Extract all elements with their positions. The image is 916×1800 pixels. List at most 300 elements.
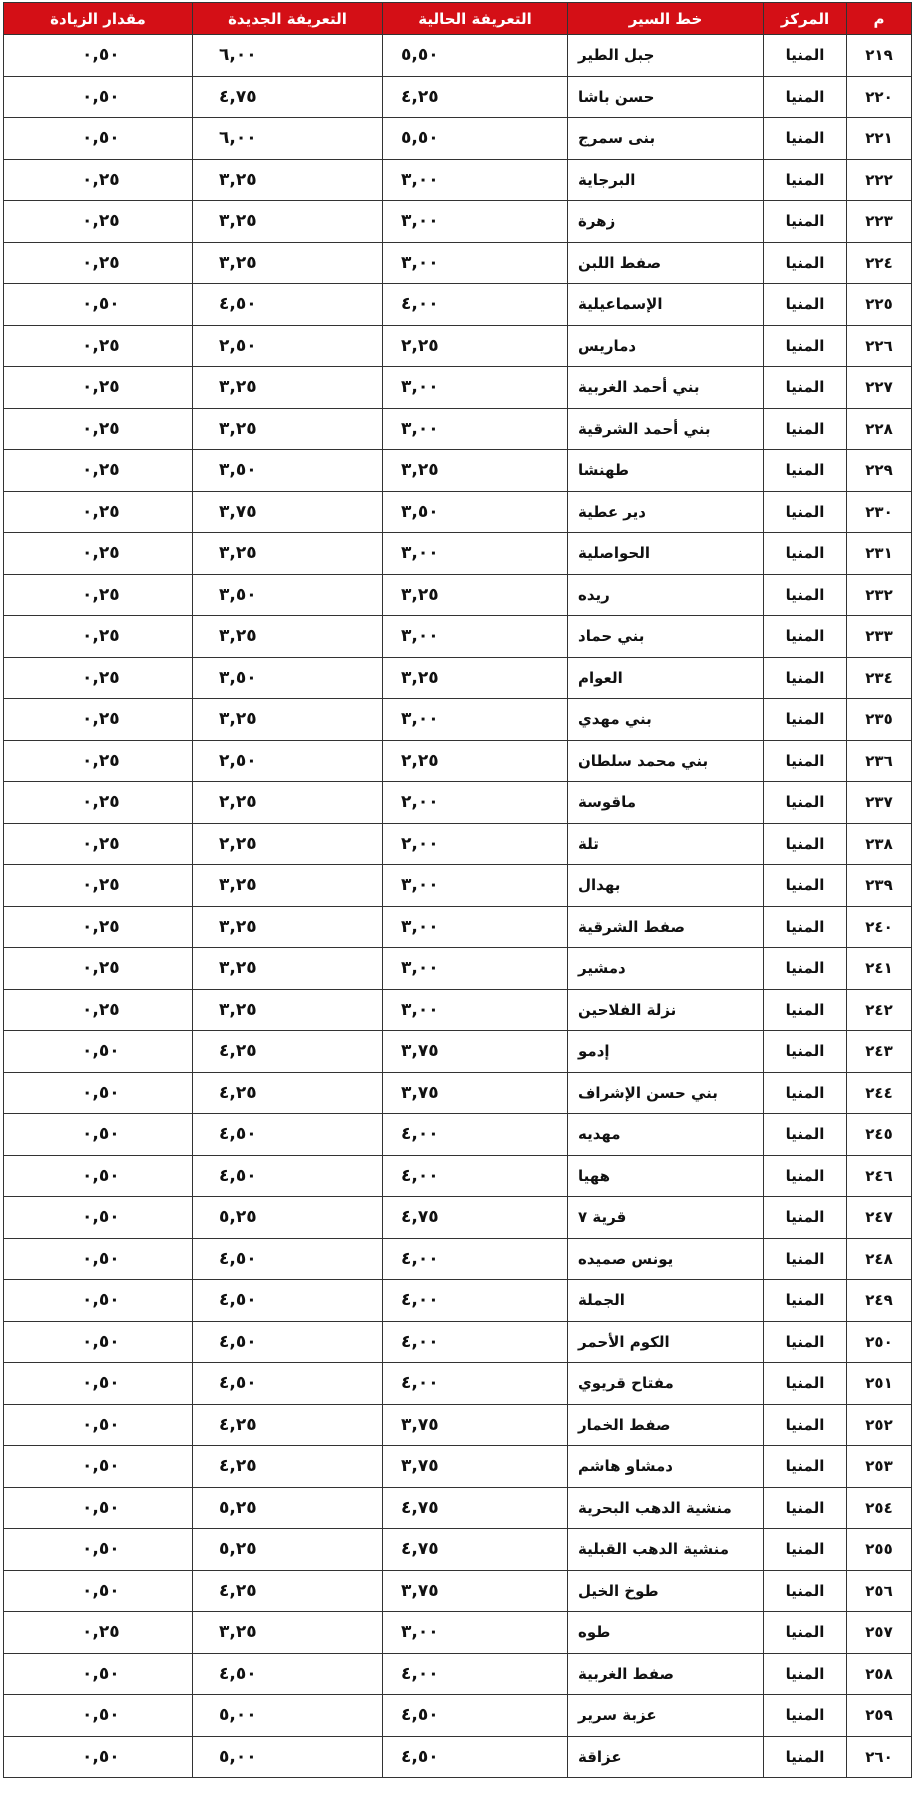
cell-new-fare: ٣,٥٠ xyxy=(193,574,383,616)
cell-number: ٢٣٤ xyxy=(847,657,912,699)
cell-route: صفط اللبن xyxy=(568,242,764,284)
cell-route: ههيا xyxy=(568,1155,764,1197)
cell-route: بني أحمد الغربية xyxy=(568,367,764,409)
cell-number: ٢٥٢ xyxy=(847,1404,912,1446)
cell-center: المنيا xyxy=(764,491,847,533)
cell-increase: ٠,٥٠ xyxy=(4,35,193,77)
cell-route: طوه xyxy=(568,1612,764,1654)
cell-center: المنيا xyxy=(764,657,847,699)
cell-new-fare: ٣,٢٥ xyxy=(193,906,383,948)
cell-number: ٢٤٣ xyxy=(847,1031,912,1073)
cell-current-fare: ٤,٠٠ xyxy=(383,1238,568,1280)
cell-route: حسن باشا xyxy=(568,76,764,118)
cell-increase: ٠,٥٠ xyxy=(4,1321,193,1363)
cell-number: ٢٢٧ xyxy=(847,367,912,409)
cell-new-fare: ٣,٢٥ xyxy=(193,201,383,243)
cell-new-fare: ٤,٥٠ xyxy=(193,1321,383,1363)
table-row xyxy=(4,740,912,782)
cell-route: صفط الشرقية xyxy=(568,906,764,948)
table-body xyxy=(4,35,912,1778)
cell-increase: ٠,٢٥ xyxy=(4,408,193,450)
cell-current-fare: ٢,٢٥ xyxy=(383,740,568,782)
table-row xyxy=(4,989,912,1031)
cell-new-fare: ٣,٧٥ xyxy=(193,491,383,533)
cell-new-fare: ٣,٢٥ xyxy=(193,408,383,450)
table-row xyxy=(4,616,912,658)
cell-current-fare: ٤,٥٠ xyxy=(383,1736,568,1778)
cell-current-fare: ٣,٢٥ xyxy=(383,574,568,616)
cell-number: ٢٥٩ xyxy=(847,1695,912,1737)
cell-center: المنيا xyxy=(764,1612,847,1654)
table-row xyxy=(4,284,912,326)
table-header-row xyxy=(4,3,912,35)
cell-center: المنيا xyxy=(764,1529,847,1571)
cell-current-fare: ٣,٧٥ xyxy=(383,1031,568,1073)
cell-increase: ٠,٢٥ xyxy=(4,782,193,824)
table-row xyxy=(4,325,912,367)
table-row xyxy=(4,1072,912,1114)
cell-route: مفتاح قريوي xyxy=(568,1363,764,1405)
cell-center: المنيا xyxy=(764,367,847,409)
cell-increase: ٠,٥٠ xyxy=(4,1114,193,1156)
cell-new-fare: ٣,٢٥ xyxy=(193,533,383,575)
table-row xyxy=(4,906,912,948)
table-row xyxy=(4,823,912,865)
table-row xyxy=(4,159,912,201)
cell-current-fare: ٤,٠٠ xyxy=(383,1114,568,1156)
cell-increase: ٠,٢٥ xyxy=(4,533,193,575)
cell-number: ٢٢٦ xyxy=(847,325,912,367)
cell-number: ٢٥٨ xyxy=(847,1653,912,1695)
cell-increase: ٠,٢٥ xyxy=(4,242,193,284)
cell-current-fare: ٣,٥٠ xyxy=(383,491,568,533)
cell-route: ماقوسة xyxy=(568,782,764,824)
table-row xyxy=(4,657,912,699)
table-row xyxy=(4,699,912,741)
cell-current-fare: ٤,٠٠ xyxy=(383,1363,568,1405)
tariff-table xyxy=(3,2,912,1778)
cell-new-fare: ٦,٠٠ xyxy=(193,118,383,160)
table-row xyxy=(4,118,912,160)
cell-center: المنيا xyxy=(764,1321,847,1363)
cell-current-fare: ٣,٠٠ xyxy=(383,1612,568,1654)
table-row xyxy=(4,35,912,77)
cell-new-fare: ٣,٢٥ xyxy=(193,159,383,201)
cell-new-fare: ٣,٢٥ xyxy=(193,865,383,907)
cell-number: ٢٥١ xyxy=(847,1363,912,1405)
cell-new-fare: ٣,٢٥ xyxy=(193,367,383,409)
cell-route: الحواصلية xyxy=(568,533,764,575)
cell-route: دماريس xyxy=(568,325,764,367)
cell-new-fare: ٤,٢٥ xyxy=(193,1031,383,1073)
cell-increase: ٠,٢٥ xyxy=(4,201,193,243)
cell-route: بني مهدي xyxy=(568,699,764,741)
table-row xyxy=(4,201,912,243)
cell-current-fare: ٤,٧٥ xyxy=(383,1529,568,1571)
cell-current-fare: ٣,٠٠ xyxy=(383,616,568,658)
cell-route: دمشاو هاشم xyxy=(568,1446,764,1488)
cell-new-fare: ٥,٠٠ xyxy=(193,1736,383,1778)
cell-increase: ٠,٢٥ xyxy=(4,574,193,616)
cell-current-fare: ٣,٠٠ xyxy=(383,865,568,907)
cell-increase: ٠,٥٠ xyxy=(4,284,193,326)
cell-current-fare: ٤,٠٠ xyxy=(383,1155,568,1197)
cell-number: ٢٣٩ xyxy=(847,865,912,907)
cell-new-fare: ٤,٥٠ xyxy=(193,1280,383,1322)
cell-increase: ٠,٥٠ xyxy=(4,1695,193,1737)
cell-center: المنيا xyxy=(764,1238,847,1280)
cell-increase: ٠,٥٠ xyxy=(4,1238,193,1280)
cell-center: المنيا xyxy=(764,1114,847,1156)
table-row xyxy=(4,76,912,118)
cell-increase: ٠,٢٥ xyxy=(4,823,193,865)
cell-center: المنيا xyxy=(764,1197,847,1239)
header-center: المركز xyxy=(764,3,847,35)
cell-center: المنيا xyxy=(764,865,847,907)
cell-current-fare: ٣,٧٥ xyxy=(383,1072,568,1114)
cell-route: منشية الدهب البحرية xyxy=(568,1487,764,1529)
cell-increase: ٠,٥٠ xyxy=(4,76,193,118)
cell-increase: ٠,٥٠ xyxy=(4,1155,193,1197)
cell-current-fare: ٣,٠٠ xyxy=(383,242,568,284)
cell-center: المنيا xyxy=(764,1695,847,1737)
cell-route: الكوم الأحمر xyxy=(568,1321,764,1363)
table-row xyxy=(4,1197,912,1239)
cell-increase: ٠,٢٥ xyxy=(4,989,193,1031)
cell-current-fare: ٣,٠٠ xyxy=(383,201,568,243)
cell-number: ٢٥٧ xyxy=(847,1612,912,1654)
cell-new-fare: ٣,٢٥ xyxy=(193,242,383,284)
cell-new-fare: ٣,٢٥ xyxy=(193,989,383,1031)
cell-center: المنيا xyxy=(764,325,847,367)
cell-current-fare: ٣,٧٥ xyxy=(383,1446,568,1488)
cell-route: قرية ٧ xyxy=(568,1197,764,1239)
table-row xyxy=(4,1155,912,1197)
cell-new-fare: ٤,٢٥ xyxy=(193,1446,383,1488)
cell-increase: ٠,٢٥ xyxy=(4,657,193,699)
cell-number: ٢٢٠ xyxy=(847,76,912,118)
cell-number: ٢٣١ xyxy=(847,533,912,575)
cell-number: ٢٢٢ xyxy=(847,159,912,201)
cell-current-fare: ٤,٧٥ xyxy=(383,1197,568,1239)
table-row xyxy=(4,1529,912,1571)
header-new-fare: التعريفة الجديدة xyxy=(193,3,383,35)
cell-route: صفط الغربية xyxy=(568,1653,764,1695)
cell-route: البرجاية xyxy=(568,159,764,201)
header-num: م xyxy=(847,3,912,35)
cell-route: عزبة سرير xyxy=(568,1695,764,1737)
cell-new-fare: ٣,٢٥ xyxy=(193,616,383,658)
cell-new-fare: ٣,٥٠ xyxy=(193,450,383,492)
cell-increase: ٠,٥٠ xyxy=(4,1653,193,1695)
cell-new-fare: ٥,٢٥ xyxy=(193,1487,383,1529)
cell-route: مهديه xyxy=(568,1114,764,1156)
cell-center: المنيا xyxy=(764,284,847,326)
cell-center: المنيا xyxy=(764,1653,847,1695)
cell-increase: ٠,٢٥ xyxy=(4,367,193,409)
cell-increase: ٠,٥٠ xyxy=(4,1280,193,1322)
cell-center: المنيا xyxy=(764,533,847,575)
cell-current-fare: ٣,٠٠ xyxy=(383,699,568,741)
cell-route: طوخ الخيل xyxy=(568,1570,764,1612)
cell-new-fare: ٣,٢٥ xyxy=(193,948,383,990)
cell-new-fare: ٤,٧٥ xyxy=(193,76,383,118)
cell-new-fare: ٢,٢٥ xyxy=(193,823,383,865)
cell-number: ٢٥٥ xyxy=(847,1529,912,1571)
cell-increase: ٠,٢٥ xyxy=(4,159,193,201)
cell-current-fare: ٢,٠٠ xyxy=(383,782,568,824)
cell-number: ٢٣٨ xyxy=(847,823,912,865)
cell-route: عزاقة xyxy=(568,1736,764,1778)
cell-route: دير عطية xyxy=(568,491,764,533)
cell-new-fare: ٤,٢٥ xyxy=(193,1072,383,1114)
table-row xyxy=(4,1363,912,1405)
cell-number: ٢٣٥ xyxy=(847,699,912,741)
cell-increase: ٠,٢٥ xyxy=(4,906,193,948)
cell-current-fare: ٢,٠٠ xyxy=(383,823,568,865)
cell-center: المنيا xyxy=(764,1404,847,1446)
cell-current-fare: ٤,٠٠ xyxy=(383,284,568,326)
cell-number: ٢٢٣ xyxy=(847,201,912,243)
cell-current-fare: ٣,٠٠ xyxy=(383,948,568,990)
cell-increase: ٠,٢٥ xyxy=(4,491,193,533)
cell-increase: ٠,٢٥ xyxy=(4,325,193,367)
cell-center: المنيا xyxy=(764,616,847,658)
cell-center: المنيا xyxy=(764,1487,847,1529)
cell-route: جبل الطير xyxy=(568,35,764,77)
cell-new-fare: ٢,٢٥ xyxy=(193,782,383,824)
cell-number: ٢٢١ xyxy=(847,118,912,160)
cell-increase: ٠,٢٥ xyxy=(4,948,193,990)
cell-center: المنيا xyxy=(764,1570,847,1612)
table-row xyxy=(4,1404,912,1446)
table-row xyxy=(4,491,912,533)
cell-number: ٢٤٧ xyxy=(847,1197,912,1239)
cell-new-fare: ٤,٥٠ xyxy=(193,1653,383,1695)
table-row xyxy=(4,782,912,824)
cell-number: ٢٢٨ xyxy=(847,408,912,450)
cell-route: دمشير xyxy=(568,948,764,990)
table-row xyxy=(4,574,912,616)
cell-number: ٢٥٤ xyxy=(847,1487,912,1529)
cell-new-fare: ٣,٥٠ xyxy=(193,657,383,699)
cell-current-fare: ٣,٠٠ xyxy=(383,408,568,450)
table-row xyxy=(4,1446,912,1488)
cell-route: بني حسن الإشراف xyxy=(568,1072,764,1114)
cell-route: بني حماد xyxy=(568,616,764,658)
cell-route: زهرة xyxy=(568,201,764,243)
cell-route: العوام xyxy=(568,657,764,699)
table-row xyxy=(4,1570,912,1612)
cell-center: المنيا xyxy=(764,1072,847,1114)
cell-route: إدمو xyxy=(568,1031,764,1073)
cell-current-fare: ٤,٢٥ xyxy=(383,76,568,118)
cell-center: المنيا xyxy=(764,118,847,160)
cell-route: بنى سمرج xyxy=(568,118,764,160)
cell-increase: ٠,٥٠ xyxy=(4,1570,193,1612)
cell-center: المنيا xyxy=(764,1155,847,1197)
cell-route: يونس صميده xyxy=(568,1238,764,1280)
cell-number: ٢٤٤ xyxy=(847,1072,912,1114)
cell-number: ٢٤٩ xyxy=(847,1280,912,1322)
cell-route: الجملة xyxy=(568,1280,764,1322)
cell-increase: ٠,٥٠ xyxy=(4,1446,193,1488)
cell-route: تلة xyxy=(568,823,764,865)
cell-current-fare: ٤,٠٠ xyxy=(383,1280,568,1322)
cell-number: ٢١٩ xyxy=(847,35,912,77)
cell-current-fare: ٣,٢٥ xyxy=(383,450,568,492)
table-row xyxy=(4,1695,912,1737)
cell-current-fare: ٣,٢٥ xyxy=(383,657,568,699)
cell-center: المنيا xyxy=(764,1363,847,1405)
cell-increase: ٠,٥٠ xyxy=(4,1363,193,1405)
cell-increase: ٠,٢٥ xyxy=(4,699,193,741)
cell-new-fare: ٥,٠٠ xyxy=(193,1695,383,1737)
table-row xyxy=(4,1280,912,1322)
cell-number: ٢٤٠ xyxy=(847,906,912,948)
cell-new-fare: ٢,٥٠ xyxy=(193,325,383,367)
cell-number: ٢٢٩ xyxy=(847,450,912,492)
cell-new-fare: ٥,٢٥ xyxy=(193,1529,383,1571)
header-line: خط السير xyxy=(568,3,764,35)
cell-center: المنيا xyxy=(764,408,847,450)
cell-new-fare: ٢,٥٠ xyxy=(193,740,383,782)
cell-number: ٢٤٥ xyxy=(847,1114,912,1156)
cell-route: طهنشا xyxy=(568,450,764,492)
cell-center: المنيا xyxy=(764,740,847,782)
table-row xyxy=(4,1031,912,1073)
header-current-fare: التعريفة الحالية xyxy=(383,3,568,35)
cell-current-fare: ٤,٧٥ xyxy=(383,1487,568,1529)
cell-center: المنيا xyxy=(764,989,847,1031)
cell-current-fare: ٥,٥٠ xyxy=(383,118,568,160)
cell-route: صفط الخمار xyxy=(568,1404,764,1446)
cell-new-fare: ٤,٥٠ xyxy=(193,1238,383,1280)
cell-increase: ٠,٥٠ xyxy=(4,1404,193,1446)
table-row xyxy=(4,450,912,492)
cell-increase: ٠,٥٠ xyxy=(4,1529,193,1571)
cell-route: بهدال xyxy=(568,865,764,907)
cell-increase: ٠,٢٥ xyxy=(4,450,193,492)
cell-center: المنيا xyxy=(764,574,847,616)
cell-number: ٢٥٠ xyxy=(847,1321,912,1363)
cell-center: المنيا xyxy=(764,948,847,990)
cell-current-fare: ٣,٠٠ xyxy=(383,906,568,948)
cell-current-fare: ٣,٧٥ xyxy=(383,1404,568,1446)
cell-increase: ٠,٢٥ xyxy=(4,1612,193,1654)
cell-current-fare: ٣,٧٥ xyxy=(383,1570,568,1612)
cell-current-fare: ٢,٢٥ xyxy=(383,325,568,367)
table-row xyxy=(4,367,912,409)
cell-center: المنيا xyxy=(764,699,847,741)
table-row xyxy=(4,1736,912,1778)
cell-center: المنيا xyxy=(764,450,847,492)
cell-number: ٢٥٦ xyxy=(847,1570,912,1612)
cell-number: ٢٣٣ xyxy=(847,616,912,658)
table-row xyxy=(4,1321,912,1363)
cell-increase: ٠,٥٠ xyxy=(4,1487,193,1529)
cell-route: منشية الدهب القبلية xyxy=(568,1529,764,1571)
cell-new-fare: ٥,٢٥ xyxy=(193,1197,383,1239)
cell-number: ٢٢٤ xyxy=(847,242,912,284)
cell-number: ٢٦٠ xyxy=(847,1736,912,1778)
cell-increase: ٠,٥٠ xyxy=(4,1031,193,1073)
cell-number: ٢٥٣ xyxy=(847,1446,912,1488)
cell-new-fare: ٣,٢٥ xyxy=(193,699,383,741)
cell-number: ٢٤٢ xyxy=(847,989,912,1031)
cell-center: المنيا xyxy=(764,1280,847,1322)
cell-number: ٢٤٦ xyxy=(847,1155,912,1197)
cell-new-fare: ٤,٥٠ xyxy=(193,1114,383,1156)
cell-center: المنيا xyxy=(764,1446,847,1488)
table-row xyxy=(4,1653,912,1695)
cell-current-fare: ٣,٠٠ xyxy=(383,989,568,1031)
cell-increase: ٠,٥٠ xyxy=(4,1072,193,1114)
cell-number: ٢٢٥ xyxy=(847,284,912,326)
cell-center: المنيا xyxy=(764,1736,847,1778)
cell-new-fare: ٤,٢٥ xyxy=(193,1404,383,1446)
cell-center: المنيا xyxy=(764,76,847,118)
cell-route: ريده xyxy=(568,574,764,616)
cell-current-fare: ٣,٠٠ xyxy=(383,533,568,575)
cell-center: المنيا xyxy=(764,159,847,201)
cell-new-fare: ٣,٢٥ xyxy=(193,1612,383,1654)
cell-number: ٢٣٠ xyxy=(847,491,912,533)
cell-increase: ٠,٥٠ xyxy=(4,118,193,160)
cell-current-fare: ٥,٥٠ xyxy=(383,35,568,77)
table-row xyxy=(4,948,912,990)
cell-center: المنيا xyxy=(764,201,847,243)
cell-center: المنيا xyxy=(764,823,847,865)
table-row xyxy=(4,408,912,450)
cell-number: ٢٤٨ xyxy=(847,1238,912,1280)
cell-increase: ٠,٢٥ xyxy=(4,616,193,658)
cell-new-fare: ٦,٠٠ xyxy=(193,35,383,77)
cell-number: ٢٣٢ xyxy=(847,574,912,616)
cell-number: ٢٣٦ xyxy=(847,740,912,782)
table-row xyxy=(4,865,912,907)
cell-center: المنيا xyxy=(764,242,847,284)
cell-current-fare: ٤,٥٠ xyxy=(383,1695,568,1737)
table-row xyxy=(4,1612,912,1654)
cell-increase: ٠,٢٥ xyxy=(4,865,193,907)
cell-current-fare: ٣,٠٠ xyxy=(383,367,568,409)
cell-increase: ٠,٥٠ xyxy=(4,1736,193,1778)
cell-route: بني محمد سلطان xyxy=(568,740,764,782)
cell-current-fare: ٤,٠٠ xyxy=(383,1653,568,1695)
cell-current-fare: ٣,٠٠ xyxy=(383,159,568,201)
cell-center: المنيا xyxy=(764,782,847,824)
cell-center: المنيا xyxy=(764,906,847,948)
cell-number: ٢٣٧ xyxy=(847,782,912,824)
cell-center: المنيا xyxy=(764,1031,847,1073)
cell-number: ٢٤١ xyxy=(847,948,912,990)
cell-increase: ٠,٢٥ xyxy=(4,740,193,782)
table-row xyxy=(4,533,912,575)
cell-new-fare: ٤,٥٠ xyxy=(193,1363,383,1405)
cell-route: الإسماعيلية xyxy=(568,284,764,326)
header-increase: مقدار الزيادة xyxy=(4,3,193,35)
cell-current-fare: ٤,٠٠ xyxy=(383,1321,568,1363)
cell-route: نزلة الفلاحين xyxy=(568,989,764,1031)
cell-increase: ٠,٥٠ xyxy=(4,1197,193,1239)
cell-new-fare: ٤,٥٠ xyxy=(193,1155,383,1197)
table-row xyxy=(4,242,912,284)
cell-new-fare: ٤,٥٠ xyxy=(193,284,383,326)
table-row xyxy=(4,1487,912,1529)
cell-center: المنيا xyxy=(764,35,847,77)
table-row xyxy=(4,1114,912,1156)
